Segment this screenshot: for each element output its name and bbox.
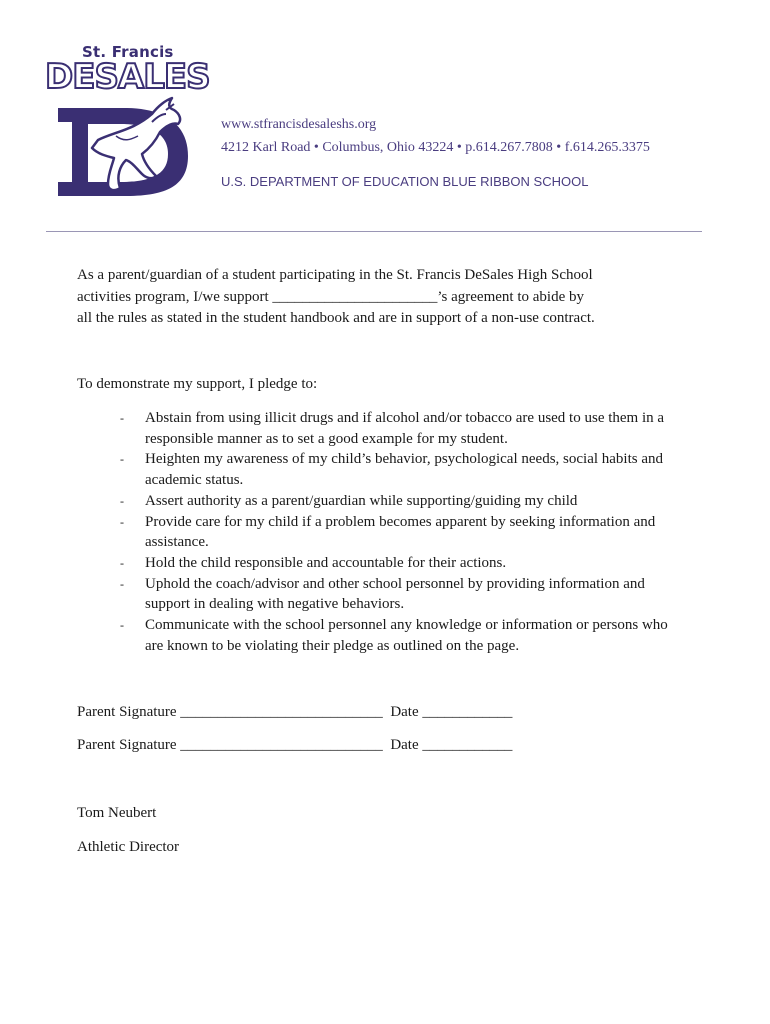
pledge-intro: To demonstrate my support, I pledge to: — [77, 376, 318, 392]
dash-bullet-icon: - — [120, 576, 124, 591]
blue-ribbon-award: U.S. DEPARTMENT OF EDUCATION BLUE RIBBON SCHOOL — [221, 174, 589, 189]
parent-signature-line-1[interactable] — [77, 704, 512, 721]
pledge-item: - Abstain from using illicit drugs and if alcohol and/or tobacco are used to use them in a responsible manner as to set a good example for my student. — [120, 410, 665, 447]
logo-main-text: DESALES — [45, 57, 210, 97]
signer-title: Athletic Director — [77, 839, 180, 855]
pledge-item: - Heighten my awareness of my child’s behavior, psychological needs, social habits and academic status. — [120, 451, 664, 489]
signer-name: Tom Neubert — [77, 805, 157, 821]
school-website[interactable]: www.stfrancisdesaleshs.org — [221, 117, 377, 132]
pledge-item: - Uphold the coach/advisor and other school personnel by providing information and support in dealing with negative behaviors. — [120, 575, 645, 613]
pledge-item: - Provide care for my child if a problem becomes apparent by seeking information and assistance. — [120, 513, 656, 551]
intro-line: As a parent/guardian of a student participating in the St. Francis DeSales High School — [77, 267, 593, 283]
pledge-list — [112, 408, 682, 656]
parent-signature-line-2[interactable] — [77, 737, 512, 754]
dash-bullet-icon: - — [120, 514, 124, 529]
pledge-item: - Communicate with the school personnel any knowledge or information or persons who are known to be violating their pledge as outlined on the page. — [120, 617, 668, 654]
school-logo — [42, 40, 210, 210]
signature-label: Parent Signature ___________________________ — [77, 737, 383, 753]
dash-bullet-icon: - — [120, 493, 124, 508]
date-field[interactable]: Date ____________ — [390, 704, 513, 720]
intro-line: all the rules as stated in the student handbook and are in support of a non-use contract. — [77, 310, 595, 326]
pledge-item: - Hold the child responsible and accountable for their actions. — [112, 553, 682, 574]
mustang-d-icon — [54, 96, 194, 208]
intro-line: activities program, I/we support ______________________’s agreement to abide by — [77, 288, 584, 305]
dash-bullet-icon: - — [120, 618, 124, 633]
dash-bullet-icon: - — [120, 452, 124, 467]
school-address: 4212 Karl Road • Columbus, Ohio 43224 • p.614.267.7808 • f.614.265.3375 — [221, 140, 650, 155]
pledge-item: - Assert authority as a parent/guardian while supporting/guiding my child — [112, 491, 682, 512]
intro-paragraph — [77, 265, 677, 330]
date-field[interactable]: Date ____________ — [390, 737, 513, 753]
signature-label: Parent Signature ___________________________ — [77, 704, 383, 720]
logo-top-text: St. Francis — [82, 43, 174, 61]
dash-bullet-icon: - — [120, 411, 124, 425]
dash-bullet-icon: - — [120, 555, 124, 570]
header-divider — [46, 231, 702, 232]
